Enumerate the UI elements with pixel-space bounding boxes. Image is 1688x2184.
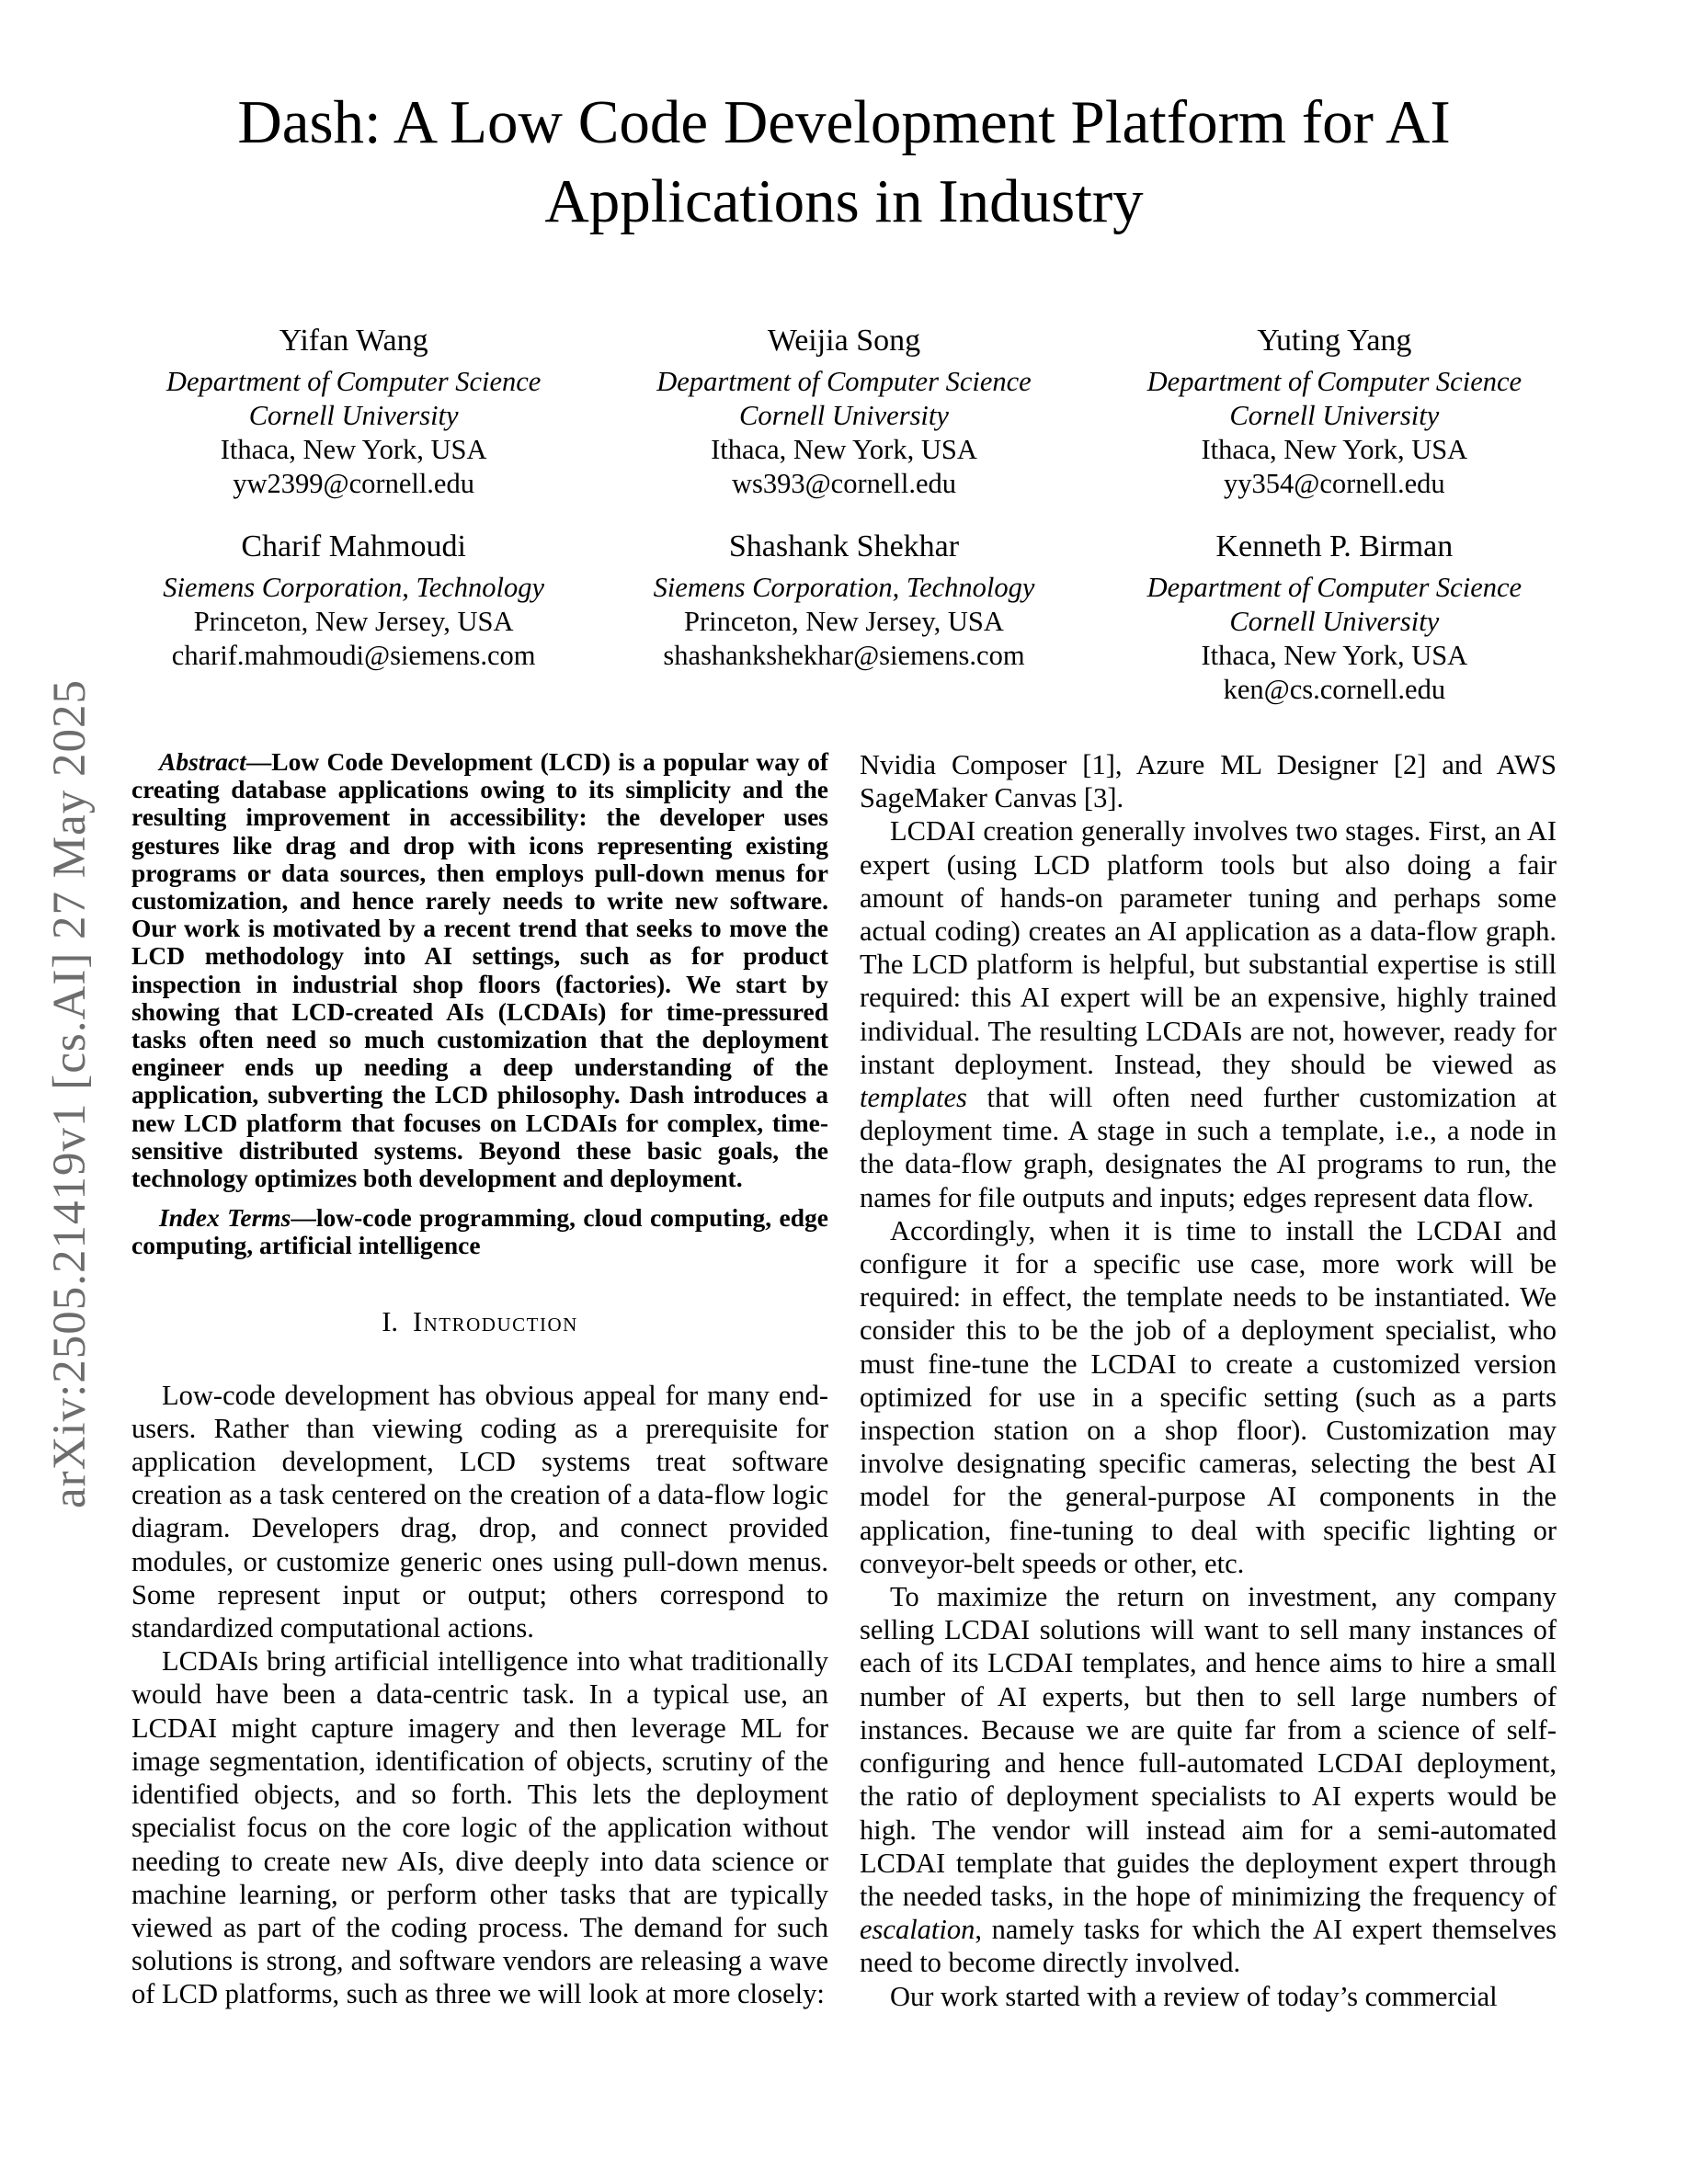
author-email: shashankshekhar@siemens.com	[663, 640, 1025, 671]
author-affiliation: Department of Computer Science	[1146, 366, 1523, 397]
author-affiliation: Siemens Corporation, Technology	[653, 572, 1035, 603]
index-terms-text: —low-code programming, cloud computing, edge computing, artificial intelligence	[131, 1203, 828, 1260]
author-city: Princeton, New Jersey, USA	[684, 606, 1004, 637]
intro-paragraph-6: To maximize the return on investment, any company selling LCDAI solutions will want to sell many instances of each of its LCDAI templates, and hence aims to hire a small number of AI experts, but then to sell large numbers of instances. Because we are quite far from a science of self-configuring and hence full-automated LCDAI deployment, the ratio of deployment specialists to AI experts would be high. The vendor will instead aim for a semi-automated LCDAI template that guides the deployment expert through the needed tasks, in the hope of minimizing the frequency of escalation, namely tasks for which the AI expert themselves need to become directly involved.	[860, 1581, 1557, 1979]
author-block-weijia-song	[599, 324, 1089, 501]
author-block-kenneth-birman	[1089, 529, 1580, 707]
index-terms-paragraph	[131, 1204, 828, 1259]
section-number: I.	[382, 1305, 398, 1337]
section-title: Introduction	[412, 1305, 578, 1337]
author-email: ken@cs.cornell.edu	[1223, 674, 1446, 705]
author-name: Kenneth P. Birman	[1215, 529, 1454, 563]
author-block-yifan-wang	[108, 324, 599, 501]
author-email: ws393@cornell.edu	[731, 468, 957, 499]
paper-title	[147, 83, 1541, 241]
author-email: charif.mahmoudi@siemens.com	[171, 640, 536, 671]
intro-paragraph-3: Nvidia Composer [1], Azure ML Designer [2] and AWS SageMaker Canvas [3].	[860, 749, 1557, 814]
author-affiliation: Cornell University	[1229, 400, 1440, 431]
author-city: Ithaca, New York, USA	[711, 434, 977, 465]
author-row-2	[108, 529, 1580, 707]
author-block-shashank-shekhar	[599, 529, 1089, 707]
section-heading-introduction	[131, 1306, 828, 1338]
author-affiliation: Cornell University	[248, 400, 459, 431]
abstract-text: —Low Code Development (LCD) is a popular way of creating database applications owing to its simplicity and the resulting improvement in accessibility: the developer uses gestures like drag and drop with icons representing existing programs or data sources, then employs pull-down menus for customization, and hence rarely needs to write new software. Our work is motivated by a recent trend that seeks to move the LCD methodology into AI settings, such as for product inspection in industrial shop floors (factories). We start by showing that LCD-created AIs (LCDAIs) for time-pressured tasks often need so much customization that the deployment engineer ends up needing a deep understanding of the application, subverting the LCD philosophy. Dash introduces a new LCD platform that focuses on LCDAIs for complex, time-sensitive distributed systems. Beyond these basic goals, the technology optimizes both development and deployment.	[131, 747, 828, 1193]
intro-paragraph-1: Low-code development has obvious appeal for many end-users. Rather than viewing coding as a prerequisite for application development, LCD systems treat software creation as a task centered on the creation of a data-flow logic diagram. Developers drag, drop, and connect provided modules, or customize generic ones using pull-down menus. Some represent input or output; others correspond to standardized computational actions.	[131, 1379, 828, 1644]
author-city: Princeton, New Jersey, USA	[193, 606, 514, 637]
author-name: Yifan Wang	[279, 324, 428, 358]
author-affiliation: Department of Computer Science	[656, 366, 1032, 397]
author-row-1	[108, 324, 1580, 501]
author-affiliation: Department of Computer Science	[165, 366, 542, 397]
author-name: Shashank Shekhar	[728, 529, 960, 563]
author-affiliation: Department of Computer Science	[1146, 572, 1523, 603]
author-block-yuting-yang	[1089, 324, 1580, 501]
arxiv-watermark: arXiv:2505.21419v1 [cs.AI] 27 May 2025	[44, 678, 96, 1509]
author-affiliation: Siemens Corporation, Technology	[163, 572, 545, 603]
author-name: Yuting Yang	[1257, 324, 1412, 358]
intro-paragraph-4: LCDAI creation generally involves two stages. First, an AI expert (using LCD platform tools but also doing a fair amount of hands-on parameter tuning and perhaps some actual coding) creates an AI application as a data-flow graph. The LCD platform is helpful, but substantial expertise is still required: this AI expert will be an expensive, highly trained individual. The resulting LCDAIs are not, however, ready for instant deployment. Instead, they should be viewed as templates that will often need further customization at deployment time. A stage in such a template, i.e., a node in the data-flow graph, designates the AI programs to run, the names for file outputs and inputs; edges represent data flow.	[860, 815, 1557, 1213]
author-city: Ithaca, New York, USA	[1201, 434, 1468, 465]
paper-title-line2: Applications in Industry	[544, 167, 1144, 235]
author-name: Charif Mahmoudi	[241, 529, 466, 563]
index-terms-label: Index Terms	[159, 1203, 291, 1233]
abstract-paragraph	[131, 748, 828, 1192]
author-city: Ithaca, New York, USA	[220, 434, 487, 465]
intro-paragraph-7: Our work started with a review of today’s commercial	[890, 1980, 1498, 2012]
author-email: yw2399@cornell.edu	[233, 468, 474, 499]
intro-paragraph-5: Accordingly, when it is time to install the LCDAI and configure it for a specific use case, more work will be required: in effect, the template needs to be instantiated. We consider this to be the job of a deployment specialist, who must fine-tune the LCDAI to create a customized version optimized for use in a specific setting (such as a parts inspection station on a shop floor). Customization may involve designating specific cameras, selecting the best AI model for the general-purpose AI components in the application, fine-tuning to deal with specific lighting or conveyor-belt speeds or other, etc.	[860, 1214, 1557, 1579]
author-block-charif-mahmoudi	[108, 529, 599, 707]
author-affiliation: Cornell University	[1229, 606, 1440, 637]
author-city: Ithaca, New York, USA	[1201, 640, 1468, 671]
author-name: Weijia Song	[767, 324, 921, 358]
author-affiliation: Cornell University	[739, 400, 949, 431]
left-column	[131, 748, 828, 2011]
paper-title-line1: Dash: A Low Code Development Platform for AI	[237, 88, 1451, 156]
abstract-label: Abstract	[159, 747, 246, 776]
author-email: yy354@cornell.edu	[1224, 468, 1445, 499]
right-column	[860, 748, 1557, 2013]
intro-paragraph-2: LCDAIs bring artificial intelligence into what traditionally would have been a data-centric task. In a typical use, an LCDAI might capture imagery and then leverage ML for image segmentation, identification of objects, scrutiny of the identified objects, and so forth. This lets the deployment specialist focus on the core logic of the application without needing to create new AIs, dive deeply into data science or machine learning, or perform other tasks that are typically viewed as part of the coding process. The demand for such solutions is strong, and software vendors are releasing a wave of LCD platforms, such as three we will look at more closely:	[131, 1645, 828, 2010]
